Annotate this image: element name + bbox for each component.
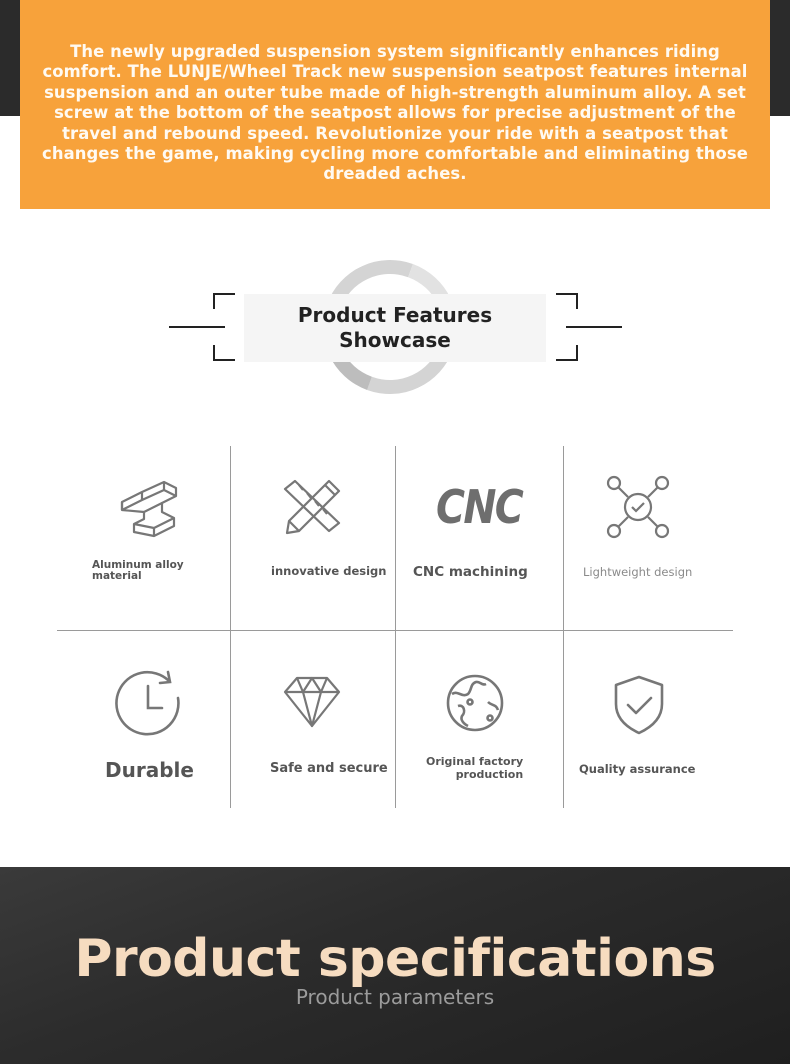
diamond-icon bbox=[283, 676, 341, 728]
feature-label: Lightweight design bbox=[583, 565, 693, 579]
corner-bracket bbox=[556, 345, 578, 361]
feature-label: CNC machining bbox=[413, 564, 528, 580]
aluminum-beam-icon bbox=[114, 478, 180, 540]
globe-icon bbox=[444, 672, 506, 734]
feature-label-line2: production bbox=[455, 767, 524, 781]
grid-divider bbox=[230, 446, 231, 808]
feature-label: Safe and secure bbox=[270, 761, 388, 776]
feature-label: Quality assurance bbox=[579, 762, 696, 776]
specs-banner bbox=[0, 867, 790, 1064]
corner-bracket bbox=[213, 293, 235, 309]
divider-line bbox=[169, 326, 225, 328]
feature-label-line2: material bbox=[92, 570, 142, 582]
intro-text: The newly upgraded suspension system significantly enhances riding comfort. The LUNJE/Wheel Track new suspension seatpost features internal suspension and an outer tube made of high-strength aluminum alloy. A set screw at the bottom of the seatpost allows for precise adjustment of the travel and rebound speed. Revolutionize your ride with a seatpost that changes the game, making cycling more comfortable and eliminating those dreaded aches. bbox=[42, 42, 748, 184]
section-title bbox=[244, 303, 546, 353]
feature-label: innovative design bbox=[271, 564, 387, 578]
grid-divider bbox=[57, 630, 733, 631]
corner-bracket bbox=[556, 293, 578, 309]
feature-label: Aluminum alloy bbox=[92, 559, 184, 571]
section-title-line1: Product Features bbox=[297, 303, 493, 327]
divider-line bbox=[566, 326, 622, 328]
cnc-text-icon: CNC bbox=[436, 480, 523, 534]
grid-divider bbox=[395, 446, 396, 808]
specs-title: Product specifications bbox=[74, 929, 716, 989]
intro-banner bbox=[20, 0, 770, 209]
feature-label: Original factory bbox=[426, 755, 524, 768]
specs-subtitle: Product parameters bbox=[295, 985, 495, 1009]
grid-divider bbox=[563, 446, 564, 808]
section-title-line2: Showcase bbox=[339, 328, 451, 352]
feature-label: Durable bbox=[105, 758, 194, 782]
features-grid bbox=[0, 446, 790, 808]
shield-check-icon bbox=[612, 674, 666, 736]
pencil-ruler-icon bbox=[281, 477, 343, 535]
features-header bbox=[0, 250, 790, 410]
corner-bracket bbox=[213, 345, 235, 361]
network-check-icon bbox=[605, 474, 671, 540]
clock-refresh-icon bbox=[112, 668, 184, 740]
